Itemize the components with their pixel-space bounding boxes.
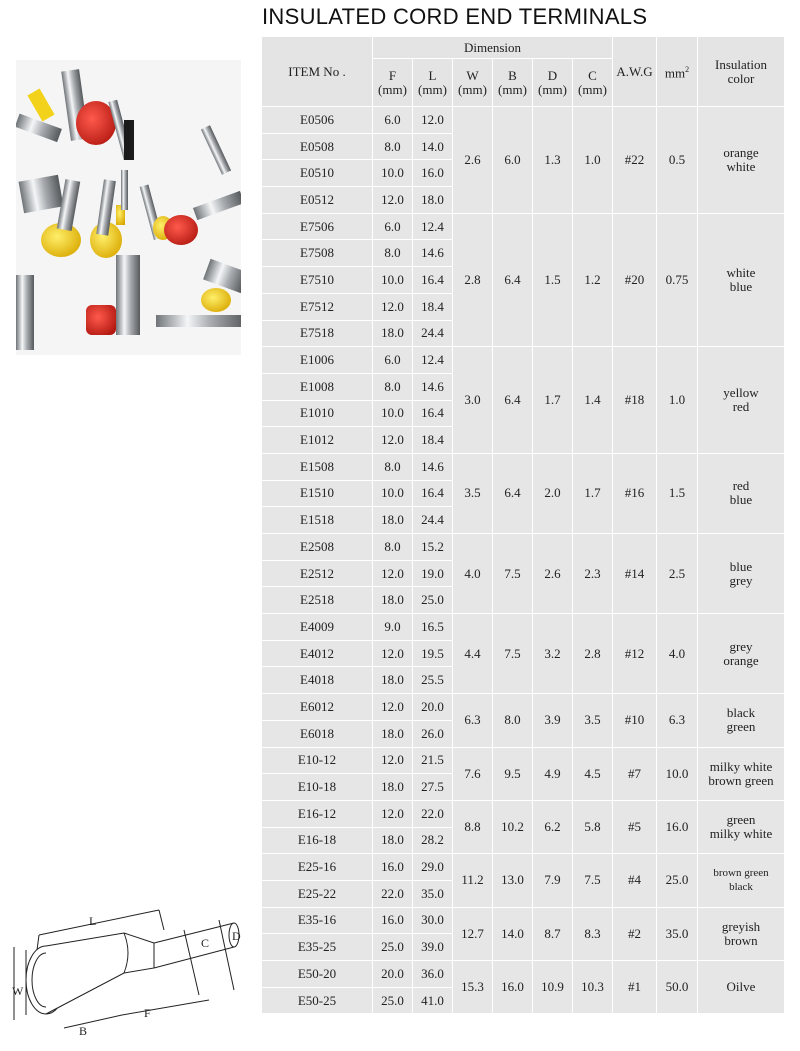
item-number: E7508 bbox=[262, 240, 373, 267]
color-line-2: grey bbox=[729, 572, 753, 588]
item-number: E7512 bbox=[262, 294, 373, 321]
color-line-1: grey bbox=[729, 638, 753, 654]
dim-l: 19.5 bbox=[413, 641, 453, 668]
item-number: E1008 bbox=[262, 374, 373, 401]
dim-c: 8.3 bbox=[573, 908, 613, 961]
mm2-value: 0.75 bbox=[657, 214, 698, 347]
dim-w: 3.0 bbox=[453, 347, 493, 454]
awg-value: #5 bbox=[613, 801, 657, 854]
dim-c: 2.8 bbox=[573, 614, 613, 694]
dim-c: 1.0 bbox=[573, 107, 613, 214]
color-line-1: Oilve bbox=[726, 979, 756, 995]
dim-b: 7.5 bbox=[493, 614, 533, 694]
item-number: E35-16 bbox=[262, 908, 373, 935]
item-number: E4009 bbox=[262, 614, 373, 641]
awg-value: #14 bbox=[613, 534, 657, 614]
header-dimension: Dimension bbox=[373, 37, 613, 59]
dim-l: 29.0 bbox=[413, 854, 453, 881]
insulation-color bbox=[698, 614, 785, 694]
dim-d: 4.9 bbox=[533, 748, 573, 801]
insulation-color bbox=[698, 908, 785, 961]
color-line-2: orange bbox=[723, 652, 759, 668]
color-line-2: white bbox=[726, 158, 756, 174]
item-number: E1508 bbox=[262, 454, 373, 481]
dim-w: 3.5 bbox=[453, 454, 493, 534]
header-w: W (mm) bbox=[453, 59, 493, 107]
insulation-color bbox=[698, 107, 785, 214]
dim-l: 14.0 bbox=[413, 134, 453, 161]
item-number: E10-18 bbox=[262, 774, 373, 801]
dim-f: 16.0 bbox=[373, 854, 413, 881]
awg-value: #16 bbox=[613, 454, 657, 534]
dimension-diagram bbox=[4, 895, 249, 1045]
dim-w: 12.7 bbox=[453, 908, 493, 961]
table-row bbox=[262, 534, 785, 561]
awg-value: #7 bbox=[613, 748, 657, 801]
dim-l: 27.5 bbox=[413, 774, 453, 801]
table-row bbox=[262, 454, 785, 481]
item-number: E1510 bbox=[262, 481, 373, 508]
diagram-label-w: W bbox=[12, 984, 24, 998]
dim-f: 12.0 bbox=[373, 694, 413, 721]
dim-d: 1.7 bbox=[533, 347, 573, 454]
item-number: E10-12 bbox=[262, 748, 373, 775]
mm2-value: 1.5 bbox=[657, 454, 698, 534]
color-line-1: orange bbox=[723, 144, 759, 160]
product-photo bbox=[16, 60, 241, 355]
dim-d: 2.6 bbox=[533, 534, 573, 614]
header-d: D (mm) bbox=[533, 59, 573, 107]
dim-d: 10.9 bbox=[533, 961, 573, 1014]
dim-f: 10.0 bbox=[373, 401, 413, 428]
dim-w: 2.6 bbox=[453, 107, 493, 214]
dim-f: 18.0 bbox=[373, 721, 413, 748]
dim-l: 36.0 bbox=[413, 961, 453, 988]
dim-l: 16.0 bbox=[413, 160, 453, 187]
dim-b: 9.5 bbox=[493, 748, 533, 801]
item-number: E50-20 bbox=[262, 961, 373, 988]
dim-f: 25.0 bbox=[373, 988, 413, 1015]
mm2-value: 2.5 bbox=[657, 534, 698, 614]
item-number: E2508 bbox=[262, 534, 373, 561]
dim-f: 10.0 bbox=[373, 160, 413, 187]
dim-f: 8.0 bbox=[373, 240, 413, 267]
diagram-label-l: L bbox=[89, 914, 97, 928]
awg-value: #12 bbox=[613, 614, 657, 694]
dim-f: 6.0 bbox=[373, 347, 413, 374]
dim-f: 12.0 bbox=[373, 561, 413, 588]
dim-f: 10.0 bbox=[373, 267, 413, 294]
awg-value: #2 bbox=[613, 908, 657, 961]
item-number: E25-16 bbox=[262, 854, 373, 881]
dim-l: 12.4 bbox=[413, 214, 453, 241]
color-line-1: yellow bbox=[723, 385, 759, 401]
diagram-label-d: D bbox=[232, 929, 241, 943]
dim-b: 6.0 bbox=[493, 107, 533, 214]
dim-d: 1.5 bbox=[533, 214, 573, 347]
table-row bbox=[262, 347, 785, 374]
dim-f: 18.0 bbox=[373, 828, 413, 855]
dim-c: 5.8 bbox=[573, 801, 613, 854]
dim-f: 6.0 bbox=[373, 107, 413, 134]
dim-l: 15.2 bbox=[413, 534, 453, 561]
color-line-1: white bbox=[726, 264, 756, 280]
item-number: E0506 bbox=[262, 107, 373, 134]
header-c: C (mm) bbox=[573, 59, 613, 107]
dim-f: 12.0 bbox=[373, 294, 413, 321]
header-l: L (mm) bbox=[413, 59, 453, 107]
header-mm2: $mm^2$ bbox=[657, 37, 698, 107]
color-line-2: brown bbox=[724, 932, 758, 948]
color-line-1: brown green bbox=[713, 867, 769, 880]
item-number: E1012 bbox=[262, 427, 373, 454]
table-row bbox=[262, 107, 785, 134]
dim-w: 11.2 bbox=[453, 854, 493, 907]
dim-l: 21.5 bbox=[413, 748, 453, 775]
dim-l: 41.0 bbox=[413, 988, 453, 1015]
color-line-1: greyish bbox=[721, 918, 761, 934]
dim-f: 9.0 bbox=[373, 614, 413, 641]
dim-f: 8.0 bbox=[373, 534, 413, 561]
mm2-value: 25.0 bbox=[657, 854, 698, 907]
awg-value: #1 bbox=[613, 961, 657, 1014]
insulation-color bbox=[698, 801, 785, 854]
insulation-color bbox=[698, 961, 785, 1014]
insulation-color bbox=[698, 347, 785, 454]
color-line-2: green bbox=[726, 719, 756, 735]
dim-f: 12.0 bbox=[373, 187, 413, 214]
dim-c: 1.2 bbox=[573, 214, 613, 347]
mm2-value: 1.0 bbox=[657, 347, 698, 454]
dim-l: 25.5 bbox=[413, 667, 453, 694]
dim-c: 2.3 bbox=[573, 534, 613, 614]
mm2-value: 4.0 bbox=[657, 614, 698, 694]
page-title: INSULATED CORD END TERMINALS bbox=[262, 4, 648, 29]
dim-l: 24.4 bbox=[413, 507, 453, 534]
diagram-label-b: B bbox=[79, 1024, 88, 1038]
spec-table bbox=[262, 37, 785, 1014]
dim-w: 15.3 bbox=[453, 961, 493, 1014]
dim-l: 12.0 bbox=[413, 107, 453, 134]
dim-d: 2.0 bbox=[533, 454, 573, 534]
dim-f: 18.0 bbox=[373, 321, 413, 348]
item-number: E2518 bbox=[262, 587, 373, 614]
dim-l: 12.4 bbox=[413, 347, 453, 374]
dim-d: 3.2 bbox=[533, 614, 573, 694]
color-line-2: black bbox=[729, 881, 753, 894]
color-line-2: red bbox=[732, 399, 750, 415]
item-number: E7518 bbox=[262, 321, 373, 348]
diagram-label-f: F bbox=[144, 1006, 151, 1020]
spec-table-body bbox=[262, 107, 785, 1014]
dim-c: 1.4 bbox=[573, 347, 613, 454]
item-number: E7506 bbox=[262, 214, 373, 241]
mm2-value: 35.0 bbox=[657, 908, 698, 961]
color-line-2: milky white bbox=[709, 826, 773, 842]
mm2-value: 50.0 bbox=[657, 961, 698, 1014]
dim-c: 1.7 bbox=[573, 454, 613, 534]
item-number: E4012 bbox=[262, 641, 373, 668]
insulation-color bbox=[698, 534, 785, 614]
dim-b: 13.0 bbox=[493, 854, 533, 907]
dim-d: 1.3 bbox=[533, 107, 573, 214]
dim-c: 10.3 bbox=[573, 961, 613, 1014]
color-line-1: milky white bbox=[709, 758, 773, 774]
dim-l: 14.6 bbox=[413, 240, 453, 267]
awg-value: #10 bbox=[613, 694, 657, 747]
dim-d: 3.9 bbox=[533, 694, 573, 747]
dim-c: 4.5 bbox=[573, 748, 613, 801]
dim-f: 18.0 bbox=[373, 667, 413, 694]
table-row bbox=[262, 748, 785, 775]
item-number: E6018 bbox=[262, 721, 373, 748]
item-number: E0508 bbox=[262, 134, 373, 161]
dim-l: 14.6 bbox=[413, 374, 453, 401]
dim-f: 10.0 bbox=[373, 481, 413, 508]
dim-l: 16.4 bbox=[413, 481, 453, 508]
table-row bbox=[262, 854, 785, 881]
dim-b: 6.4 bbox=[493, 454, 533, 534]
header-b: B (mm) bbox=[493, 59, 533, 107]
dim-w: 2.8 bbox=[453, 214, 493, 347]
dim-l: 14.6 bbox=[413, 454, 453, 481]
dim-f: 25.0 bbox=[373, 934, 413, 961]
item-number: E2512 bbox=[262, 561, 373, 588]
dim-f: 8.0 bbox=[373, 454, 413, 481]
dim-w: 8.8 bbox=[453, 801, 493, 854]
header-insulation-color: Insulation color bbox=[698, 37, 785, 107]
dim-l: 18.4 bbox=[413, 427, 453, 454]
dim-f: 6.0 bbox=[373, 214, 413, 241]
table-row bbox=[262, 961, 785, 988]
dim-d: 6.2 bbox=[533, 801, 573, 854]
dim-w: 4.0 bbox=[453, 534, 493, 614]
dim-l: 35.0 bbox=[413, 881, 453, 908]
dim-l: 16.4 bbox=[413, 267, 453, 294]
dim-f: 12.0 bbox=[373, 641, 413, 668]
color-line-1: green bbox=[726, 812, 756, 828]
dim-f: 18.0 bbox=[373, 587, 413, 614]
dim-l: 39.0 bbox=[413, 934, 453, 961]
dim-l: 16.4 bbox=[413, 401, 453, 428]
dim-w: 4.4 bbox=[453, 614, 493, 694]
table-row bbox=[262, 614, 785, 641]
item-number: E1518 bbox=[262, 507, 373, 534]
item-number: E16-18 bbox=[262, 828, 373, 855]
awg-value: #18 bbox=[613, 347, 657, 454]
dim-l: 24.4 bbox=[413, 321, 453, 348]
dim-d: 8.7 bbox=[533, 908, 573, 961]
dim-b: 10.2 bbox=[493, 801, 533, 854]
color-line-1: red bbox=[732, 478, 750, 494]
color-line-2: blue bbox=[729, 278, 753, 294]
header-f: F (mm) bbox=[373, 59, 413, 107]
item-number: E16-12 bbox=[262, 801, 373, 828]
item-number: E50-25 bbox=[262, 988, 373, 1015]
dim-d: 7.9 bbox=[533, 854, 573, 907]
dim-f: 20.0 bbox=[373, 961, 413, 988]
color-line-2: blue bbox=[729, 492, 753, 508]
insulation-color bbox=[698, 214, 785, 347]
awg-value: #22 bbox=[613, 107, 657, 214]
dim-f: 16.0 bbox=[373, 908, 413, 935]
table-row bbox=[262, 908, 785, 935]
dim-f: 8.0 bbox=[373, 374, 413, 401]
dim-w: 6.3 bbox=[453, 694, 493, 747]
dim-l: 25.0 bbox=[413, 587, 453, 614]
item-number: E1006 bbox=[262, 347, 373, 374]
insulation-color bbox=[698, 748, 785, 801]
item-number: E1010 bbox=[262, 401, 373, 428]
color-line-1: black bbox=[726, 705, 756, 721]
dim-f: 12.0 bbox=[373, 801, 413, 828]
mm2-value: 0.5 bbox=[657, 107, 698, 214]
table-row bbox=[262, 694, 785, 721]
item-number: E7510 bbox=[262, 267, 373, 294]
dim-l: 18.0 bbox=[413, 187, 453, 214]
table-row bbox=[262, 801, 785, 828]
item-number: E0510 bbox=[262, 160, 373, 187]
mm2-value: 6.3 bbox=[657, 694, 698, 747]
dim-l: 20.0 bbox=[413, 694, 453, 721]
dim-l: 19.0 bbox=[413, 561, 453, 588]
item-number: E0512 bbox=[262, 187, 373, 214]
dim-l: 16.5 bbox=[413, 614, 453, 641]
mm2-value: 16.0 bbox=[657, 801, 698, 854]
dim-f: 18.0 bbox=[373, 507, 413, 534]
dim-f: 18.0 bbox=[373, 774, 413, 801]
dim-l: 26.0 bbox=[413, 721, 453, 748]
dim-c: 3.5 bbox=[573, 694, 613, 747]
insulation-color bbox=[698, 854, 785, 907]
diagram-label-c: C bbox=[201, 936, 210, 950]
header-awg: A.W.G bbox=[613, 37, 657, 107]
awg-value: #4 bbox=[613, 854, 657, 907]
dim-f: 8.0 bbox=[373, 134, 413, 161]
dim-l: 30.0 bbox=[413, 908, 453, 935]
dim-b: 14.0 bbox=[493, 908, 533, 961]
item-number: E6012 bbox=[262, 694, 373, 721]
insulation-color bbox=[698, 454, 785, 534]
dim-b: 6.4 bbox=[493, 214, 533, 347]
dim-b: 8.0 bbox=[493, 694, 533, 747]
item-number: E35-25 bbox=[262, 934, 373, 961]
awg-value: #20 bbox=[613, 214, 657, 347]
table-row bbox=[262, 214, 785, 241]
item-number: E4018 bbox=[262, 667, 373, 694]
dim-b: 6.4 bbox=[493, 347, 533, 454]
dim-f: 22.0 bbox=[373, 881, 413, 908]
dim-b: 7.5 bbox=[493, 534, 533, 614]
dim-f: 12.0 bbox=[373, 427, 413, 454]
dim-b: 16.0 bbox=[493, 961, 533, 1014]
dim-c: 7.5 bbox=[573, 854, 613, 907]
dim-l: 22.0 bbox=[413, 801, 453, 828]
dim-f: 12.0 bbox=[373, 748, 413, 775]
header-item: ITEM No . bbox=[262, 37, 373, 107]
dim-w: 7.6 bbox=[453, 748, 493, 801]
item-number: E25-22 bbox=[262, 881, 373, 908]
color-line-1: blue bbox=[729, 558, 753, 574]
dim-l: 28.2 bbox=[413, 828, 453, 855]
color-line-2: brown green bbox=[708, 772, 774, 788]
dim-l: 18.4 bbox=[413, 294, 453, 321]
insulation-color bbox=[698, 694, 785, 747]
mm2-value: 10.0 bbox=[657, 748, 698, 801]
